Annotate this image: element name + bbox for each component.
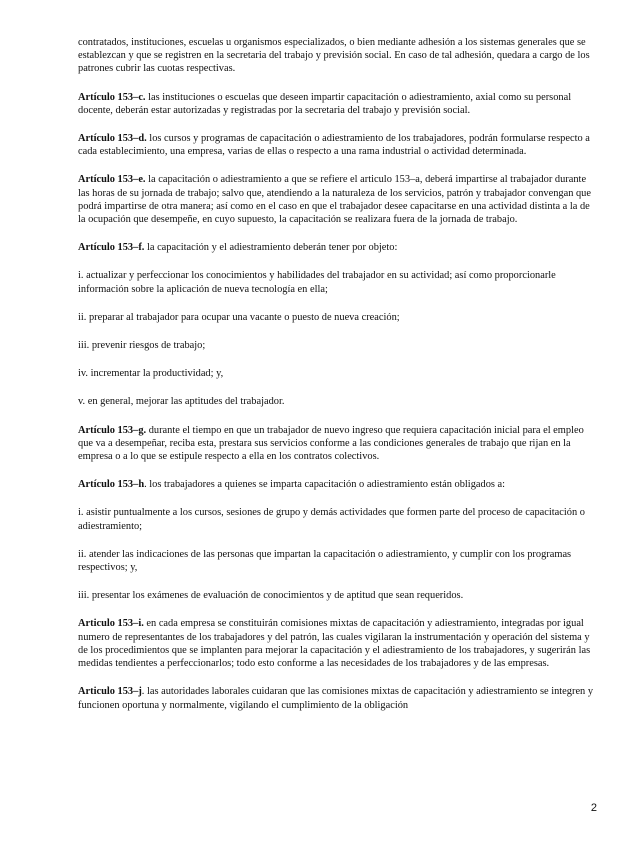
list-item-text: i. asistir puntualmente a los cursos, sesiones de grupo y demás actividades que formen parte del proceso de capacitación o adiestramiento; [78, 507, 585, 532]
article-label: Artículo 153–c. [78, 91, 146, 103]
list-item [78, 548, 598, 574]
article-153e [78, 173, 598, 226]
article-text: las instituciones o escuelas que deseen impartir capacitación o adiestramiento, axial como su personal docente, deberán estar autorizadas y registradas por la secretaria del trabajo y previsión social. [78, 91, 572, 116]
article-label: Artículo 153–f. [78, 242, 145, 254]
article-153i [78, 617, 598, 670]
list-item [78, 589, 598, 602]
article-text: en cada empresa se constituirán comisiones mixtas de capacitación y adiestramiento, integradas por igual numero de representantes de los trabajadores y del patrón, las cuales vigilaran la instrumentación y operación del sistema y de los procedimientos que se implanten para mejorar la capacitación y el adiestramiento de los trabajadores, y sugerirán las medidas tendientes a perfeccionarlos; todo esto conforme a las necesidades de los trabajadores y de las empresas. [78, 618, 591, 670]
list-item [78, 506, 598, 532]
article-label: Artículo 153–g. [78, 424, 147, 436]
article-153c [78, 91, 598, 117]
article-153h [78, 478, 598, 491]
article-153g [78, 424, 598, 464]
article-text: durante el tiempo en que un trabajador de nuevo ingreso que requiera capacitación inicial para el empleo que va a desempeñar, reciba esta, prestara sus servicios conforme a las condiciones generales de trabajo que rijan en la empresa o a lo que se estipule respecto a ella en los contratos colectivos. [78, 424, 584, 463]
article-text: la capacitación o adiestramiento a que se refiere el articulo 153–a, deberá impartirse al trabajador durante las horas de su jornada de trabajo; salvo que, atendiendo a la naturaleza de los servicios, patrón y trabajador convengan que podrá impartirse de otra manera; así como en el caso en que el trabajador desee capacitarse en una actividad distinta a la de la ocupación que desempeñe, en cuyo supuesto, la capacitación se realizara fuera de la jornada de trabajo. [78, 174, 591, 226]
document-page [78, 36, 598, 727]
list-item-text: ii. preparar al trabajador para ocupar una vacante o puesto de nueva creación; [78, 311, 400, 323]
article-text: . los trabajadores a quienes se imparta capacitación o adiestramiento están obligados a: [144, 479, 506, 491]
list-item [78, 367, 598, 380]
article-label: Articulo 153–j [78, 686, 142, 698]
list-item [78, 311, 598, 324]
paragraph-text: contratados, instituciones, escuelas u organismos especializados, o bien mediante adhesión a los sistemas generales que se establezcan y que se registren en la secretaria del trabajo y previsión social. En caso de tal adhesión, quedara a cargo de los patrones cubrir las cuotas respectivas. [78, 37, 590, 75]
list-item-text: iv. incrementar la productividad; y, [78, 368, 224, 380]
article-label: Artículo 153–e. [78, 174, 146, 186]
page-number: 2 [590, 802, 597, 814]
list-item-text: iii. presentar los exámenes de evaluación de conocimientos y de aptitud que sean requeridos. [78, 590, 464, 602]
list-item-text: ii. atender las indicaciones de las personas que impartan la capacitación o adiestramiento, y cumplir con los programas respectivos; y, [78, 548, 572, 574]
list-item-text: iii. prevenir riesgos de trabajo; [78, 340, 206, 352]
list-item [78, 339, 598, 352]
list-item-text: v. en general, mejorar las aptitudes del trabajador. [78, 396, 285, 408]
list-item [78, 395, 598, 408]
article-label: Artículo 153–d. [78, 133, 147, 145]
article-153d [78, 132, 598, 158]
article-label: Articulo 153–i. [78, 618, 144, 630]
list-item [78, 269, 598, 295]
article-text: los cursos y programas de capacitación o adiestramiento de los trabajadores, podrán formularse respecto a cada establecimiento, una empresa, varias de ellas o respecto a una rama industrial o actividad determinada. [78, 133, 590, 158]
paragraph-continuation [78, 36, 598, 76]
list-item-text: i. actualizar y perfeccionar los conocimientos y habilidades del trabajador en su actividad; así como proporcionarle información sobre la aplicación de nueva tecnología en ella; [78, 270, 556, 295]
article-label: Artículo 153–h [78, 479, 145, 491]
article-153f [78, 241, 598, 254]
article-153j [78, 685, 598, 711]
article-text: . las autoridades laborales cuidaran que las comisiones mixtas de capacitación y adiestramiento se integren y funcionen oportuna y normalmente, vigilando el cumplimiento de la obligación [78, 686, 594, 711]
article-text: la capacitación y el adiestramiento deberán tener por objeto: [144, 242, 398, 254]
